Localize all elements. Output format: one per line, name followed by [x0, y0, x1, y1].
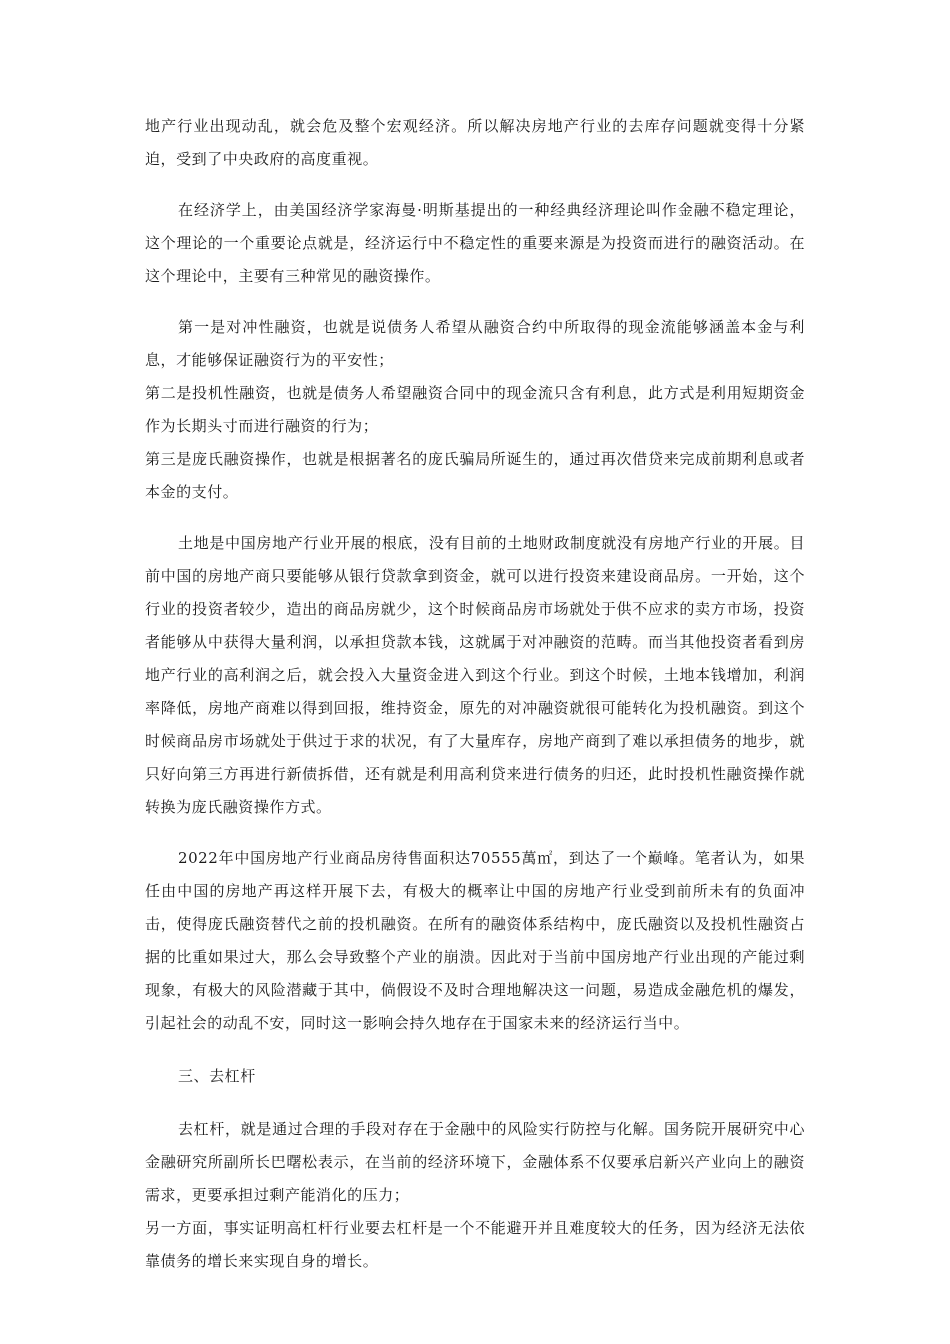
paragraph-deleveraging-definition: 去杠杆，就是通过合理的手段对存在于金融中的风险实行防控与化解。国务院开展研究中心金融研究所副所长巴曙松表示，在当前的经济环境下，金融体系不仅要承启新兴产业向上的融资需求，更要承担过剩产能消化的压力；	[145, 1120, 805, 1204]
paragraph-continuation: 地产行业出现动乱，就会危及整个宏观经济。所以解决房地产行业的去库存问题就变得十分紧迫，受到了中央政府的高度重视。	[145, 117, 805, 168]
paragraph-speculative-finance: 第二是投机性融资，也就是债务人希望融资合同中的现金流只含有利息，此方式是利用短期资金作为长期头寸而进行融资的行为；	[145, 384, 805, 435]
paragraph-minsky-theory: 在经济学上，由美国经济学家海曼·明斯基提出的一种经典经济理论叫作金融不稳定理论，这个理论的一个重要论点就是，经济运行中不稳定性的重要来源是为投资而进行的融资活动。在这个理论中，主要有三种常见的融资操作。	[145, 201, 805, 285]
section-heading-deleveraging: 三、去杠杆	[178, 1067, 256, 1085]
document-page	[145, 110, 805, 1278]
paragraph-ponzi-finance: 第三是庞氏融资操作，也就是根据著名的庞氏骗局所诞生的，通过再次借贷来完成前期利息或者本金的支付。	[145, 450, 805, 501]
paragraph-hedge-finance: 第一是对冲性融资，也就是说债务人希望从融资合约中所取得的现金流能够涵盖本金与利息，才能够保证融资行为的平安性；	[145, 318, 805, 369]
paragraph-land-real-estate: 土地是中国房地产行业开展的根底，没有目前的土地财政制度就没有房地产行业的开展。目前中国的房地产商只要能够从银行贷款拿到资金，就可以进行投资来建设商品房。一开始，这个行业的投资者较少，造出的商品房就少，这个时候商品房市场就处于供不应求的卖方市场，投资者能够从中获得大量利润，以承担贷款本钱，这就属于对冲融资的范畴。而当其他投资者看到房地产行业的高利润之后，就会投入大量资金进入到这个行业。到这个时候，土地本钱增加，利润率降低，房地产商难以得到回报，维持资金，原先的对冲融资就很可能转化为投机融资。到这个时候商品房市场就处于供过于求的状况，有了大量库存，房地产商到了难以承担债务的地步，就只好向第三方再进行新债拆借，还有就是利用高利贷来进行债务的归还，此时投机性融资操作就转换为庞氏融资操作方式。	[145, 534, 805, 816]
paragraph-2022-inventory: 2022年中国房地产行业商品房待售面积达70555萬㎡，到达了一个巅峰。笔者认为，如果任由中国的房地产再这样开展下去，有极大的概率让中国的房地产行业受到前所未有的负面冲击，使得庞氏融资替代之前的投机融资。在所有的融资体系结构中，庞氏融资以及投机性融资占据的比重如果过大，那么会导致整个产业的崩溃。因此对于当前中国房地产行业出现的产能过剩现象，有极大的风险潜藏于其中，倘假设不及时合理地解决这一问题，易造成金融危机的爆发，引起社会的动乱不安，同时这一影响会持久地存在于国家未来的经济运行当中。	[145, 849, 805, 1032]
paragraph-deleveraging-other-hand: 另一方面，事实证明高杠杆行业要去杠杆是一个不能避开并且难度较大的任务，因为经济无法依靠债务的增长来实现自身的增长。	[145, 1219, 805, 1270]
